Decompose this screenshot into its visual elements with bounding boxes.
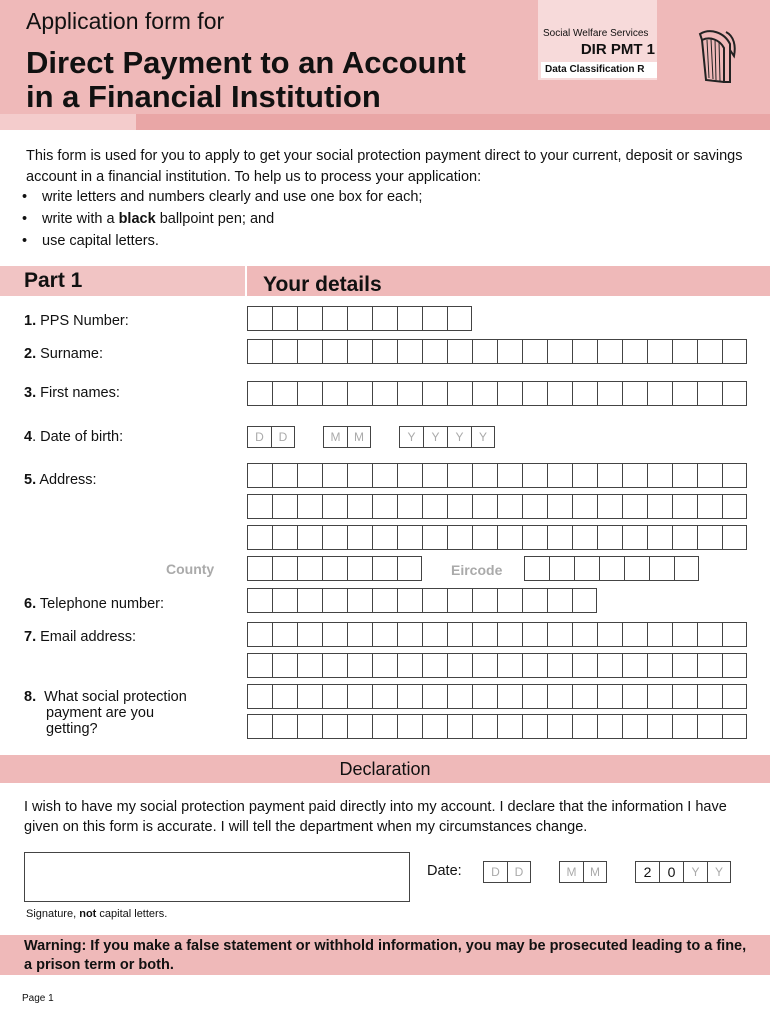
char-box (447, 463, 472, 488)
char-box (447, 381, 472, 406)
surname-label: 2. Surname: (24, 346, 103, 362)
part-heading: Your details (263, 273, 382, 296)
char-box (697, 684, 722, 709)
char-box (447, 525, 472, 550)
instruction-item: • write with a black ballpoint pen; and (22, 208, 422, 230)
char-box (647, 622, 672, 647)
char-box (649, 556, 674, 581)
char-box (322, 381, 347, 406)
payment-type-line2-input[interactable] (247, 714, 747, 739)
char-box (322, 339, 347, 364)
char-box (547, 463, 572, 488)
dob-day-box: D (247, 426, 271, 448)
char-box (647, 714, 672, 739)
char-box (247, 381, 272, 406)
char-box (297, 306, 322, 331)
char-box (297, 556, 322, 581)
char-box (322, 622, 347, 647)
declaration-title: Declaration (339, 759, 431, 779)
char-box (272, 684, 297, 709)
char-box (447, 306, 472, 331)
telephone-label: 6. Telephone number: (24, 596, 165, 612)
char-box (522, 525, 547, 550)
dob-label: 4. Date of birth: (24, 429, 124, 445)
county-input[interactable] (247, 556, 422, 581)
char-box (422, 653, 447, 678)
char-box (672, 463, 697, 488)
dob-year-box: Y (471, 426, 495, 448)
county-label: County (166, 561, 215, 577)
char-box (322, 463, 347, 488)
char-box (472, 684, 497, 709)
char-box (697, 463, 722, 488)
char-box (397, 653, 422, 678)
char-box (247, 339, 272, 364)
char-box (497, 381, 522, 406)
char-box (672, 494, 697, 519)
char-box (674, 556, 699, 581)
char-box (497, 339, 522, 364)
sign-year-box: Y (707, 861, 731, 883)
char-box (372, 381, 397, 406)
first-names-label: 3. First names: (24, 385, 120, 401)
char-box (472, 381, 497, 406)
sign-day-box: D (483, 861, 507, 883)
char-box (722, 339, 747, 364)
char-box (472, 494, 497, 519)
char-box (347, 653, 372, 678)
char-box (372, 339, 397, 364)
char-box (522, 339, 547, 364)
char-box (722, 714, 747, 739)
dob-year-box: Y (399, 426, 423, 448)
char-box (472, 588, 497, 613)
char-box (247, 525, 272, 550)
char-box (297, 494, 322, 519)
char-box (247, 306, 272, 331)
char-box (572, 339, 597, 364)
char-box (622, 714, 647, 739)
char-box (247, 684, 272, 709)
char-box (547, 339, 572, 364)
char-box (322, 494, 347, 519)
dob-year-input[interactable] (399, 426, 495, 448)
char-box (422, 463, 447, 488)
char-box (297, 525, 322, 550)
char-box (422, 381, 447, 406)
char-box (422, 684, 447, 709)
char-box (372, 463, 397, 488)
char-box (547, 653, 572, 678)
char-box (272, 622, 297, 647)
signature-caption: Signature, not capital letters. (26, 908, 168, 920)
char-box (447, 494, 472, 519)
char-box (497, 494, 522, 519)
char-box (597, 463, 622, 488)
char-box (297, 714, 322, 739)
char-box (347, 381, 372, 406)
address-label: 5. Address: (24, 472, 97, 488)
dob-year-box: Y (423, 426, 447, 448)
char-box (297, 684, 322, 709)
char-box (372, 525, 397, 550)
char-box (524, 556, 549, 581)
char-box (322, 684, 347, 709)
payment-type-line1-input[interactable] (247, 684, 747, 709)
char-box (597, 525, 622, 550)
char-box (647, 339, 672, 364)
address-line1-input[interactable] (247, 463, 747, 488)
char-box (647, 653, 672, 678)
char-box (622, 525, 647, 550)
char-box (372, 306, 397, 331)
char-box (447, 339, 472, 364)
char-box (572, 588, 597, 613)
char-box (397, 622, 422, 647)
char-box (297, 653, 322, 678)
eircode-label: Eircode (451, 562, 503, 578)
char-box (572, 463, 597, 488)
sign-year-box: 0 (659, 861, 683, 883)
char-box (397, 381, 422, 406)
char-box (372, 588, 397, 613)
char-box (722, 622, 747, 647)
char-box (322, 556, 347, 581)
char-box (397, 684, 422, 709)
char-box (547, 381, 572, 406)
char-box (697, 622, 722, 647)
telephone-input[interactable] (247, 588, 597, 613)
char-box (547, 684, 572, 709)
char-box (347, 714, 372, 739)
char-box (672, 653, 697, 678)
char-box (397, 588, 422, 613)
warning-text: Warning: If you make a false statement or withhold information, you may be prosecuted leading to a fine, a prison term or both. (24, 938, 747, 973)
part-label: Part 1 (24, 269, 83, 292)
sign-month-input[interactable] (559, 861, 607, 883)
char-box (347, 306, 372, 331)
char-box (347, 556, 372, 581)
char-box (422, 525, 447, 550)
sign-year-box: 2 (635, 861, 659, 883)
char-box (697, 714, 722, 739)
sign-year-box: Y (683, 861, 707, 883)
char-box (322, 653, 347, 678)
char-box (272, 381, 297, 406)
char-box (697, 653, 722, 678)
char-box (672, 684, 697, 709)
service-name: Social Welfare Services (543, 28, 649, 39)
char-box (247, 494, 272, 519)
header-strip-accent (136, 114, 770, 130)
pps-input[interactable] (247, 306, 472, 331)
address-line2-input[interactable] (247, 494, 747, 519)
char-box (472, 525, 497, 550)
char-box (522, 684, 547, 709)
char-box (397, 339, 422, 364)
sign-month-box: M (559, 861, 583, 883)
char-box (722, 494, 747, 519)
date-label: Date: (427, 863, 462, 879)
char-box (647, 381, 672, 406)
char-box (272, 339, 297, 364)
char-box (547, 714, 572, 739)
char-box (322, 714, 347, 739)
char-box (347, 339, 372, 364)
char-box (547, 525, 572, 550)
char-box (422, 339, 447, 364)
char-box (347, 684, 372, 709)
char-box (322, 306, 347, 331)
char-box (372, 653, 397, 678)
char-box (622, 339, 647, 364)
char-box (697, 525, 722, 550)
char-box (597, 684, 622, 709)
char-box (347, 588, 372, 613)
char-box (472, 622, 497, 647)
char-box (647, 463, 672, 488)
char-box (522, 714, 547, 739)
char-box (272, 653, 297, 678)
char-box (372, 714, 397, 739)
intro-text: This form is used for you to apply to get your social protection payment direct to your current, deposit or savings account in a financial institution. To help us to process your application: (26, 148, 743, 185)
char-box (497, 588, 522, 613)
dob-month-box: M (347, 426, 371, 448)
char-box (572, 494, 597, 519)
char-box (272, 714, 297, 739)
payment-type-label: 8. What social protection payment are you getting? (24, 689, 187, 737)
char-box (247, 622, 272, 647)
dob-day-box: D (271, 426, 295, 448)
char-box (697, 381, 722, 406)
instruction-item: • use capital letters. (22, 230, 422, 252)
eircode-input[interactable] (524, 556, 699, 581)
data-classification: Data Classification R (541, 62, 657, 78)
char-box (497, 525, 522, 550)
char-box (397, 525, 422, 550)
char-box (347, 463, 372, 488)
char-box (597, 381, 622, 406)
dob-month-input[interactable] (323, 426, 371, 448)
char-box (372, 494, 397, 519)
surname-input[interactable] (247, 339, 747, 364)
char-box (549, 556, 574, 581)
char-box (272, 306, 297, 331)
address-line3-input[interactable] (247, 525, 747, 550)
char-box (522, 653, 547, 678)
char-box (522, 588, 547, 613)
char-box (322, 525, 347, 550)
char-box (599, 556, 624, 581)
char-box (624, 556, 649, 581)
char-box (447, 714, 472, 739)
char-box (397, 556, 422, 581)
char-box (522, 622, 547, 647)
char-box (722, 653, 747, 678)
char-box (272, 463, 297, 488)
char-box (622, 494, 647, 519)
form-title-line1: Direct Payment to an Account (26, 45, 466, 80)
char-box (297, 463, 322, 488)
char-box (297, 339, 322, 364)
char-box (622, 653, 647, 678)
char-box (572, 653, 597, 678)
char-box (247, 463, 272, 488)
char-box (247, 556, 272, 581)
harp-icon (690, 26, 738, 88)
char-box (672, 381, 697, 406)
char-box (397, 714, 422, 739)
char-box (497, 622, 522, 647)
char-box (397, 306, 422, 331)
form-title-line2: in a Financial Institution (26, 79, 381, 114)
declaration-text: I wish to have my social protection payment paid directly into my account. I declare that the information I have given on this form is accurate. I will tell the department when my circumstances change. (24, 799, 727, 835)
char-box (597, 653, 622, 678)
char-box (422, 588, 447, 613)
char-box (272, 525, 297, 550)
page-number: Page 1 (22, 993, 54, 1004)
char-box (497, 684, 522, 709)
dob-year-box: Y (447, 426, 471, 448)
form-title (26, 46, 466, 114)
char-box (647, 525, 672, 550)
char-box (472, 653, 497, 678)
char-box (397, 463, 422, 488)
form-subtitle: Application form for (26, 8, 225, 34)
char-box (622, 622, 647, 647)
sign-day-box: D (507, 861, 531, 883)
char-box (622, 463, 647, 488)
char-box (347, 494, 372, 519)
char-box (522, 381, 547, 406)
char-box (447, 588, 472, 613)
sign-month-box: M (583, 861, 607, 883)
char-box (722, 525, 747, 550)
first-names-input[interactable] (247, 381, 747, 406)
char-box (422, 714, 447, 739)
char-box (472, 339, 497, 364)
char-box (272, 556, 297, 581)
char-box (647, 494, 672, 519)
email-label: 7. Email address: (24, 629, 137, 645)
char-box (497, 463, 522, 488)
char-box (372, 556, 397, 581)
instruction-list (22, 186, 422, 252)
sign-year-input[interactable] (635, 861, 731, 883)
char-box (297, 588, 322, 613)
char-box (722, 684, 747, 709)
char-box (297, 381, 322, 406)
char-box (597, 339, 622, 364)
char-box (672, 622, 697, 647)
email-line1-input[interactable] (247, 622, 747, 647)
char-box (347, 525, 372, 550)
char-box (297, 622, 322, 647)
form-code: DIR PMT 1 (580, 41, 655, 58)
char-box (472, 714, 497, 739)
char-box (597, 622, 622, 647)
char-box (597, 494, 622, 519)
signature-field[interactable] (24, 852, 410, 902)
char-box (422, 306, 447, 331)
char-box (347, 622, 372, 647)
char-box (722, 463, 747, 488)
char-box (597, 714, 622, 739)
char-box (272, 588, 297, 613)
char-box (247, 653, 272, 678)
char-box (672, 714, 697, 739)
char-box (547, 494, 572, 519)
char-box (522, 463, 547, 488)
email-line2-input[interactable] (247, 653, 747, 678)
sign-day-input[interactable] (483, 861, 531, 883)
char-box (447, 622, 472, 647)
char-box (247, 588, 272, 613)
char-box (697, 494, 722, 519)
char-box (572, 684, 597, 709)
char-box (572, 622, 597, 647)
char-box (447, 653, 472, 678)
char-box (422, 622, 447, 647)
char-box (722, 381, 747, 406)
char-box (572, 381, 597, 406)
char-box (697, 339, 722, 364)
char-box (547, 588, 572, 613)
dob-month-box: M (323, 426, 347, 448)
char-box (322, 588, 347, 613)
char-box (397, 494, 422, 519)
char-box (572, 714, 597, 739)
char-box (372, 622, 397, 647)
char-box (672, 339, 697, 364)
char-box (422, 494, 447, 519)
pps-label: 1. PPS Number: (24, 313, 129, 329)
char-box (247, 714, 272, 739)
char-box (522, 494, 547, 519)
char-box (574, 556, 599, 581)
char-box (272, 494, 297, 519)
dob-day-input[interactable] (247, 426, 295, 448)
char-box (672, 525, 697, 550)
char-box (547, 622, 572, 647)
char-box (622, 381, 647, 406)
char-box (572, 525, 597, 550)
char-box (497, 653, 522, 678)
char-box (472, 463, 497, 488)
char-box (622, 684, 647, 709)
char-box (372, 684, 397, 709)
char-box (447, 684, 472, 709)
instruction-item: • write letters and numbers clearly and use one box for each; (22, 186, 422, 208)
char-box (497, 714, 522, 739)
char-box (647, 684, 672, 709)
